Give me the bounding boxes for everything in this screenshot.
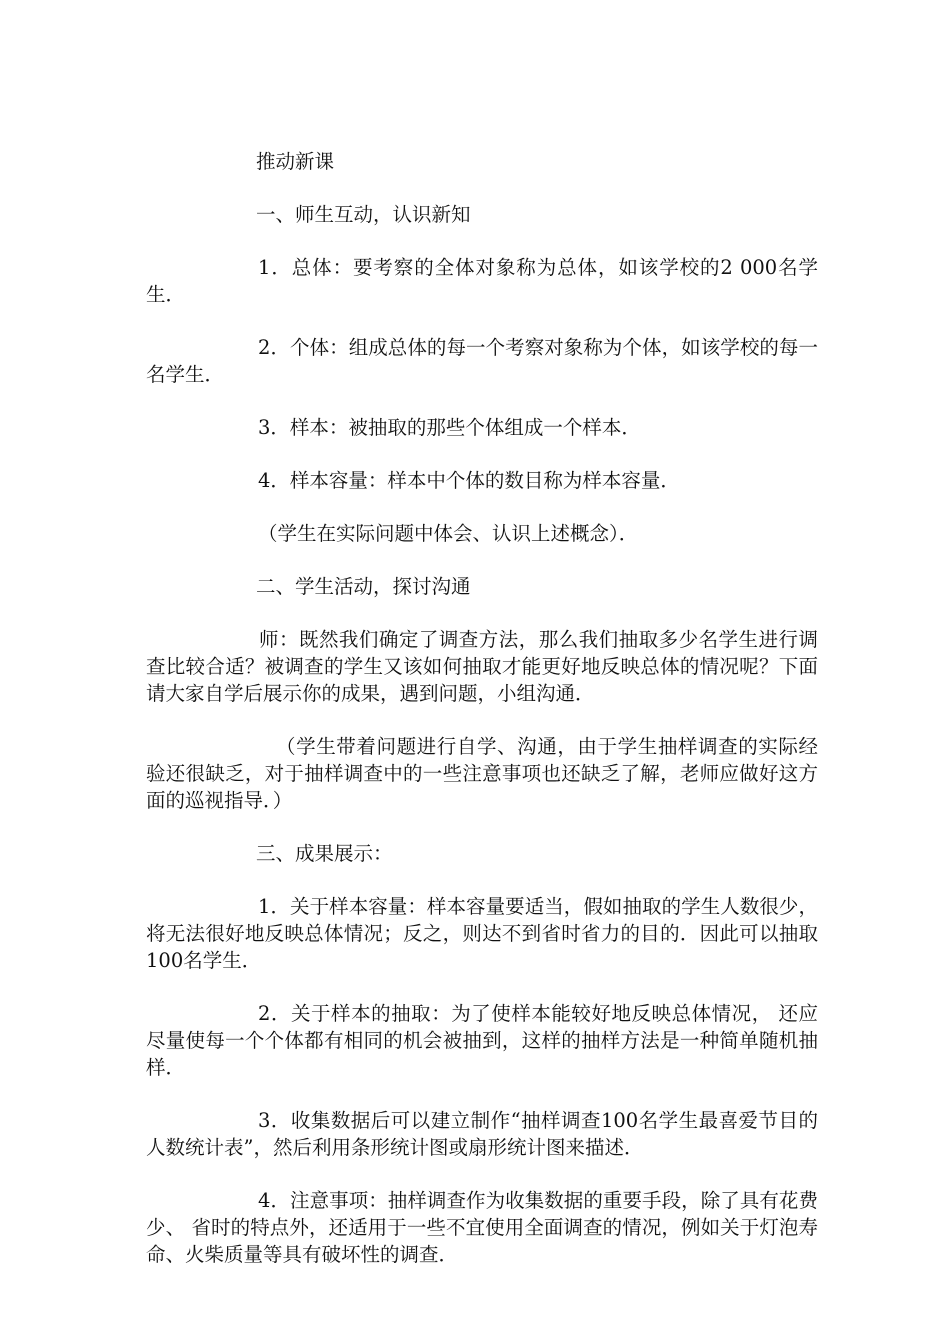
section-1-item-1: 1．总体：要考察的全体对象称为总体，如该学校的2 000名学生． [146,256,818,306]
document-body [146,148,818,1294]
teacher-paragraph: 师：既然我们确定了调查方法，那么我们抽取多少名学生进行调查比较合适？被调查的学生又该如何抽取才能更好地反映总体的情况呢？下面请大家自学后展示你的成果，遇到问题，小组沟通． [146,628,818,705]
section-3-item-3: 3．收集数据后可以建立制作“抽样调查100名学生最喜爱节目的人数统计表”，然后利用条形统计图或扇形统计图来描述． [146,1109,818,1159]
section-3-item-2: 2．关于样本的抽取：为了使样本能较好地反映总体情况， 还应尽量使每一个个体都有相同的机会被抽到，这样的抽样方法是一种简单随机抽样． [146,1002,818,1079]
section-1-item-2: 2．个体：组成总体的每一个考察对象称为个体，如该学校的每一名学生． [146,336,818,386]
lesson-heading: 推动新课 [256,150,335,173]
section-1-item-4: 4．样本容量：样本中个体的数目称为样本容量． [258,469,680,492]
section-3-item-4: 4．注意事项：抽样调查作为收集数据的重要手段，除了具有花费少、 省时的特点外，还适用于一些不宜使用全面调查的情况，例如关于灯泡寿命、火柴质量等具有破坏性的调查． [146,1189,818,1266]
section-2-title: 二、学生活动，探讨沟通 [256,575,471,598]
section-1-item-3: 3．样本：被抽取的那些个体组成一个样本． [258,416,641,439]
section-3-item-1: 1．关于样本容量：样本容量要适当，假如抽取的学生人数很少， 将无法很好地反映总体情况；反之，则达不到省时省力的目的．因此可以抽取100名学生． [146,895,818,972]
section-1-note: （学生在实际问题中体会、认识上述概念）． [258,522,639,545]
section-1-title: 一、师生互动，认识新知 [256,203,471,226]
student-note-paragraph: （学生带着问题进行自学、沟通，由于学生抽样调查的实际经验还很缺乏，对于抽样调查中的一些注意事项也还缺乏了解，老师应做好这方面的巡视指导．） [146,735,818,812]
section-3-title: 三、成果展示： [256,842,393,865]
